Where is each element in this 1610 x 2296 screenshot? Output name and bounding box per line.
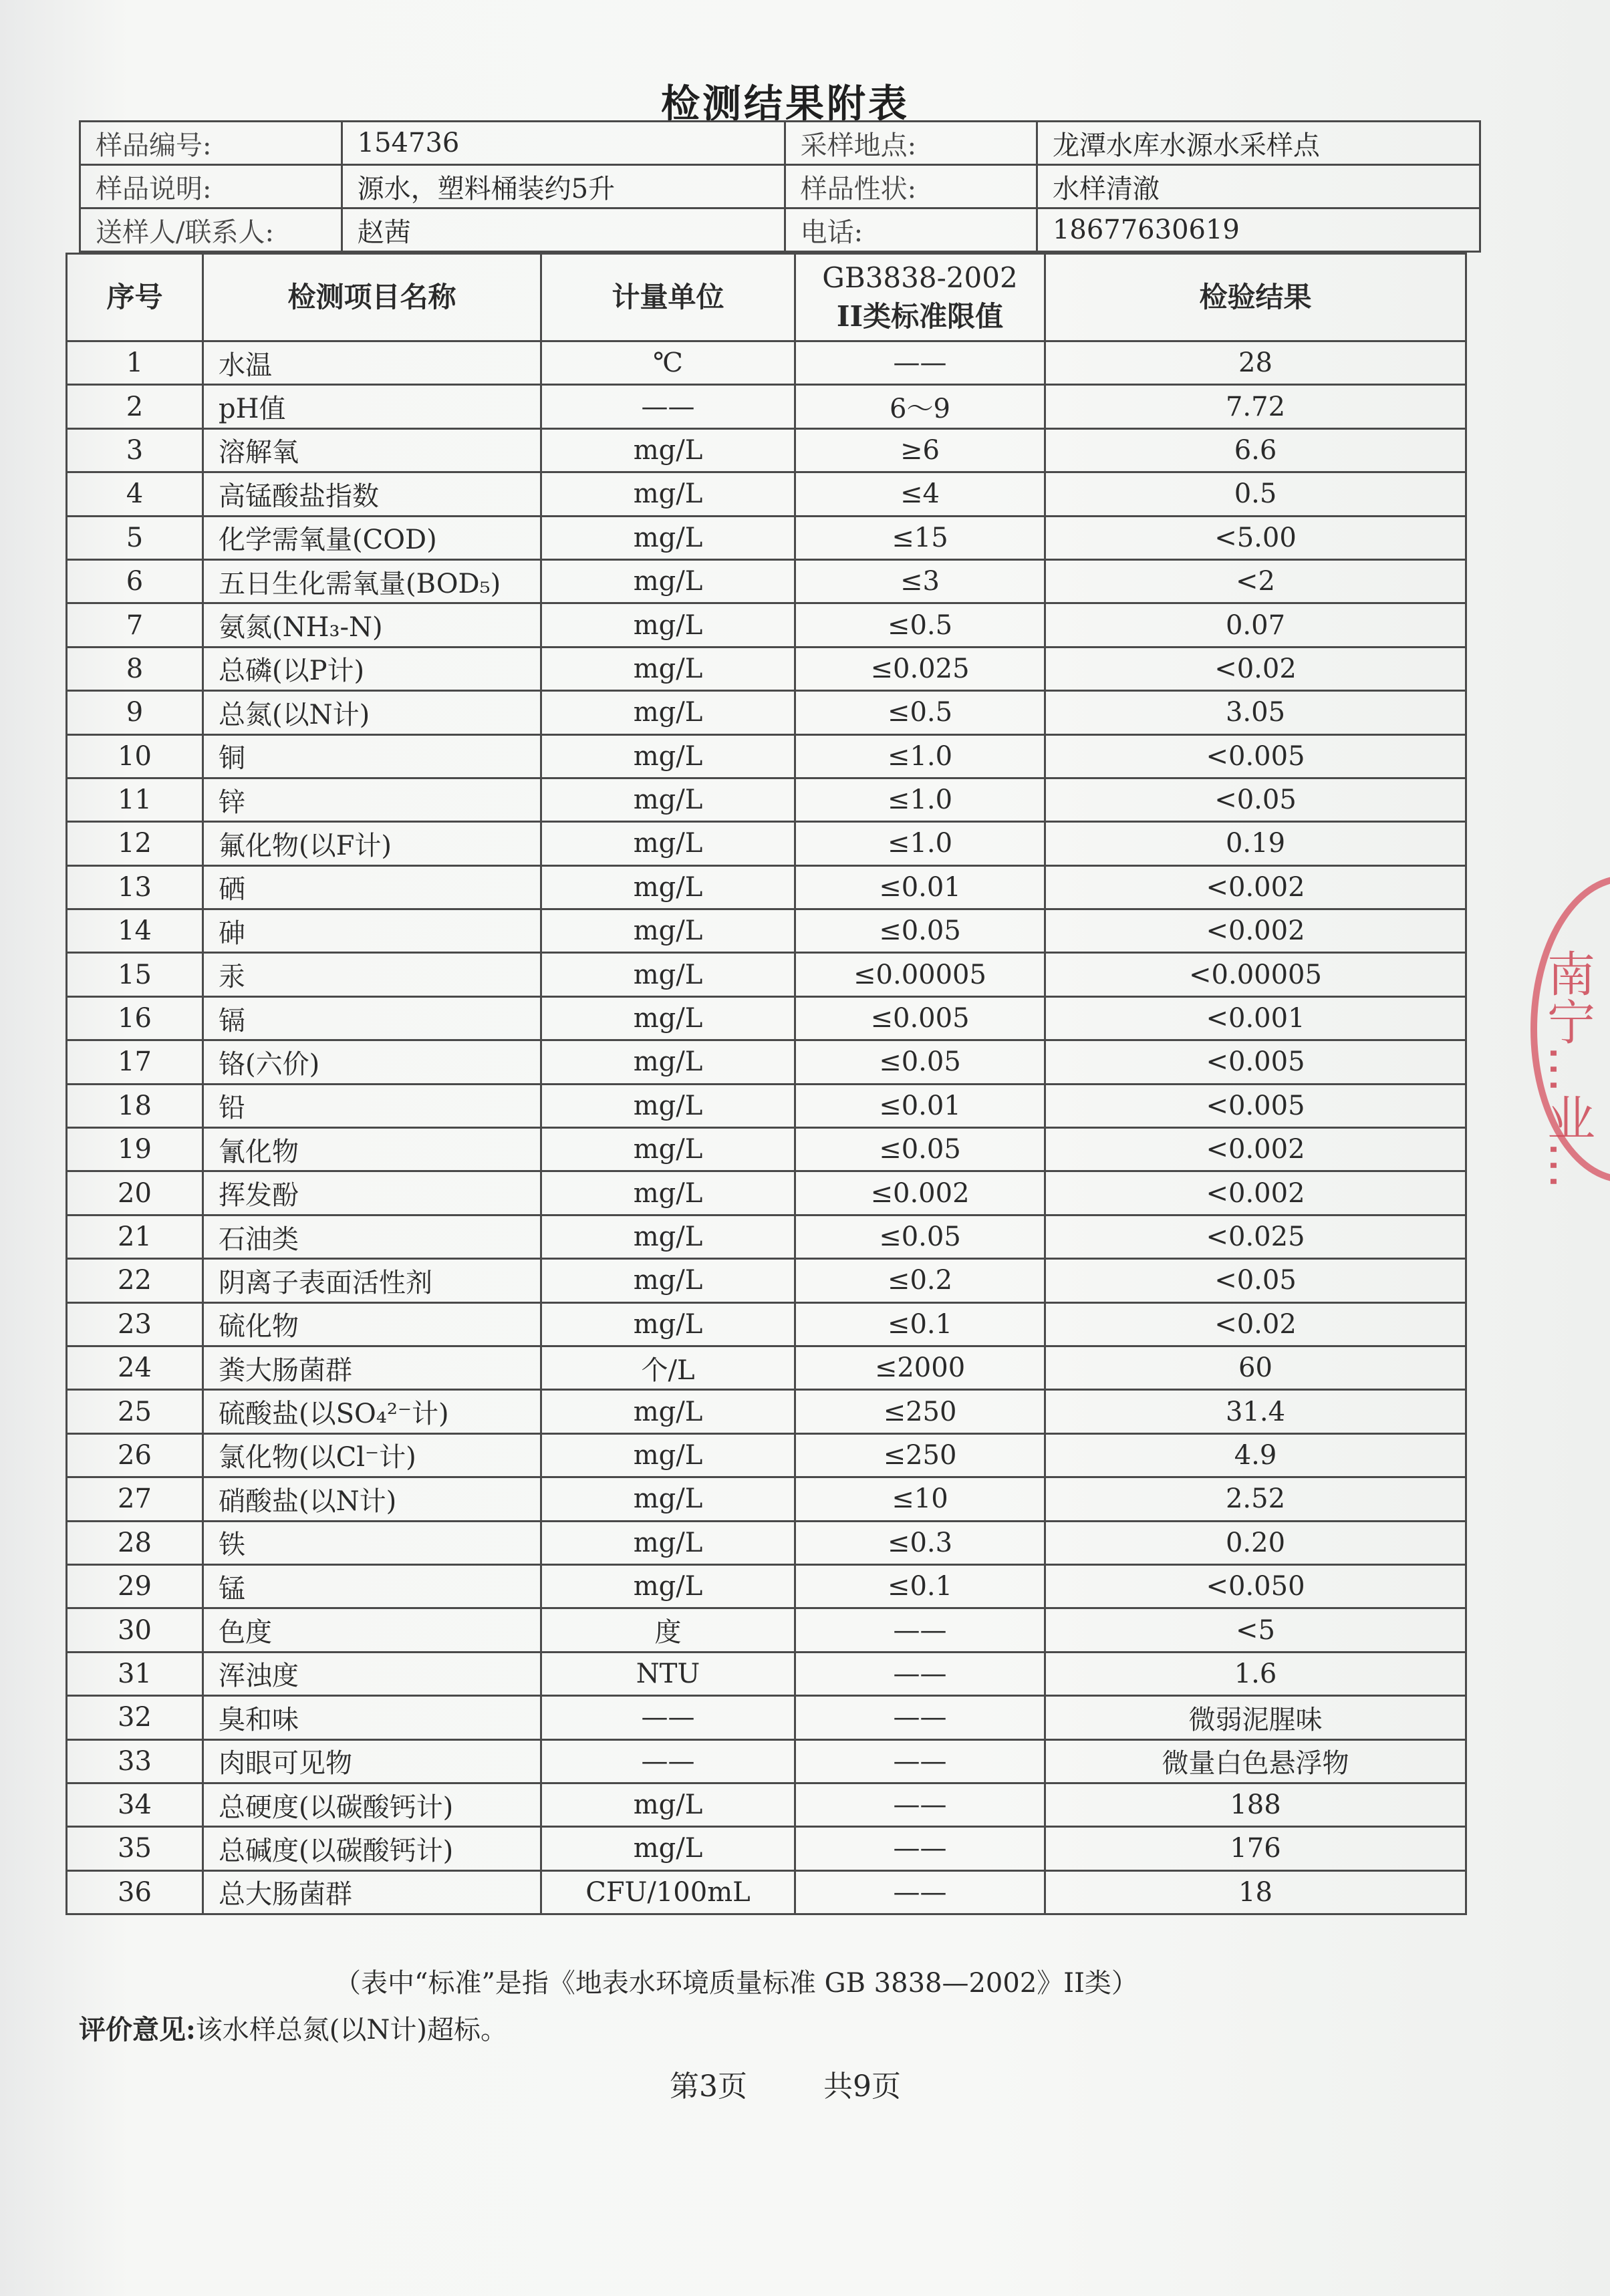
row-unit: mg/L [541,1783,795,1826]
table-row [67,1128,1466,1171]
row-result: 3.05 [1045,691,1466,734]
row-result: <0.001 [1045,996,1466,1040]
row-no: 24 [67,1346,203,1389]
row-unit: mg/L [541,472,795,516]
table-row [67,1783,1466,1826]
row-unit: mg/L [541,953,795,996]
row-standard: ≤1.0 [795,822,1045,865]
row-no: 6 [67,559,203,603]
sample-info-row [80,165,1480,208]
row-no: 29 [67,1564,203,1608]
phone-value: 18677630619 [1037,208,1480,252]
sample-no-value: 154736 [342,122,785,165]
row-unit: 个/L [541,1346,795,1389]
row-name: 硫化物 [203,1302,541,1346]
row-unit: mg/L [541,691,795,734]
row-result: <0.002 [1045,1171,1466,1215]
table-row [67,1870,1466,1914]
row-no: 10 [67,734,203,778]
row-standard: —— [795,341,1045,385]
row-result: <0.005 [1045,1040,1466,1084]
table-row [67,603,1466,647]
row-standard: ≤0.1 [795,1302,1045,1346]
row-standard: —— [795,1652,1045,1695]
row-unit: mg/L [541,1827,795,1870]
table-row [67,1171,1466,1215]
col-header-unit: 计量单位 [541,254,795,341]
row-no: 14 [67,909,203,953]
row-no: 25 [67,1390,203,1433]
row-standard: —— [795,1696,1045,1739]
row-no: 19 [67,1128,203,1171]
row-no: 20 [67,1171,203,1215]
table-row [67,734,1466,778]
row-standard: ≤15 [795,516,1045,559]
row-name: 汞 [203,953,541,996]
row-result: 0.19 [1045,822,1466,865]
row-no: 35 [67,1827,203,1870]
table-row [67,559,1466,603]
row-result: <5 [1045,1608,1466,1652]
sample-state-label: 样品性状: [785,165,1037,208]
row-result: <0.00005 [1045,953,1466,996]
row-result: 6.6 [1045,428,1466,472]
table-row [67,647,1466,690]
row-result: 4.9 [1045,1433,1466,1477]
row-standard: —— [795,1870,1045,1914]
row-no: 31 [67,1652,203,1695]
row-standard: ≤4 [795,472,1045,516]
row-result: 微量白色悬浮物 [1045,1739,1466,1783]
table-row [67,1477,1466,1521]
col-header-standard [795,254,1045,341]
sender-label: 送样人/联系人: [80,208,342,252]
row-result: <0.05 [1045,778,1466,821]
row-result: 188 [1045,1783,1466,1826]
row-no: 26 [67,1433,203,1477]
opinion-text: 该水样总氮(以N计)超标。 [195,2015,507,2045]
row-unit: 度 [541,1608,795,1652]
opinion-label: 评价意见: [79,2014,196,2045]
row-unit: mg/L [541,996,795,1040]
row-unit: mg/L [541,1084,795,1127]
row-standard: ≤0.05 [795,909,1045,953]
row-no: 33 [67,1739,203,1783]
row-result: <0.002 [1045,1128,1466,1171]
row-name: 水温 [203,341,541,385]
row-unit: mg/L [541,428,795,472]
col-header-name: 检测项目名称 [203,254,541,341]
row-no: 2 [67,385,203,428]
official-seal-text: 南宁…业… [1539,949,1595,1189]
table-row [67,516,1466,559]
sample-state-value: 水样清澈 [1037,165,1480,208]
row-result: <0.05 [1045,1259,1466,1302]
sample-desc-value: 源水，塑料桶装约5升 [342,165,785,208]
row-result: 2.52 [1045,1477,1466,1521]
row-result: 1.6 [1045,1652,1466,1695]
row-name: 硒 [203,865,541,909]
row-standard: —— [795,1739,1045,1783]
location-value: 龙潭水库水源水采样点 [1037,122,1480,165]
row-standard: ≤0.05 [795,1128,1045,1171]
row-standard: ≤0.05 [795,1040,1045,1084]
row-unit: mg/L [541,1521,795,1564]
table-footnote: （表中“标准”是指《地表水环境质量标准 GB 3838—2002》II类） [334,1968,1138,1999]
row-standard: ≥6 [795,428,1045,472]
row-standard: ≤0.002 [795,1171,1045,1215]
row-no: 5 [67,516,203,559]
row-standard: ≤1.0 [795,734,1045,778]
row-unit: mg/L [541,734,795,778]
row-result: 60 [1045,1346,1466,1389]
row-result: <0.002 [1045,909,1466,953]
page-total: 共9页 [823,2069,901,2104]
row-no: 34 [67,1783,203,1826]
results-header-row [67,254,1466,341]
row-unit: mg/L [541,1215,795,1258]
row-unit: mg/L [541,1040,795,1084]
col-header-result: 检验结果 [1045,254,1466,341]
row-no: 36 [67,1870,203,1914]
table-row [67,1827,1466,1870]
row-standard: ≤0.025 [795,647,1045,690]
row-unit: mg/L [541,647,795,690]
table-row [67,1040,1466,1084]
row-name: 铬(六价) [203,1040,541,1084]
row-name: 铅 [203,1084,541,1127]
row-result: 18 [1045,1870,1466,1914]
row-no: 27 [67,1477,203,1521]
row-standard: —— [795,1783,1045,1826]
row-no: 13 [67,865,203,909]
row-name: 镉 [203,996,541,1040]
row-result: 0.20 [1045,1521,1466,1564]
table-row [67,1215,1466,1258]
row-result: <0.050 [1045,1564,1466,1608]
row-no: 28 [67,1521,203,1564]
table-row [67,1084,1466,1127]
row-name: 浑浊度 [203,1652,541,1695]
row-unit: mg/L [541,778,795,821]
row-name: 挥发酚 [203,1171,541,1215]
row-standard: ≤0.005 [795,996,1045,1040]
evaluation-opinion [79,2009,507,2047]
row-standard: ≤2000 [795,1346,1045,1389]
row-result: 176 [1045,1827,1466,1870]
row-no: 4 [67,472,203,516]
row-no: 21 [67,1215,203,1258]
row-name: 臭和味 [203,1696,541,1739]
row-no: 22 [67,1259,203,1302]
row-unit: mg/L [541,1564,795,1608]
row-no: 23 [67,1302,203,1346]
row-result: 28 [1045,341,1466,385]
row-standard: —— [795,1608,1045,1652]
row-no: 7 [67,603,203,647]
table-row [67,1390,1466,1433]
row-no: 15 [67,953,203,996]
row-standard: ≤1.0 [795,778,1045,821]
row-unit: —— [541,1696,795,1739]
page-footer [0,2062,1571,2105]
row-standard: —— [795,1827,1045,1870]
table-row [67,822,1466,865]
table-row [67,1433,1466,1477]
row-no: 30 [67,1608,203,1652]
row-no: 11 [67,778,203,821]
row-unit: mg/L [541,865,795,909]
table-row [67,909,1466,953]
row-name: 锌 [203,778,541,821]
table-row [67,1564,1466,1608]
row-standard: ≤10 [795,1477,1045,1521]
row-no: 16 [67,996,203,1040]
row-no: 32 [67,1696,203,1739]
row-unit: mg/L [541,1390,795,1433]
table-row [67,778,1466,821]
row-name: 氯化物(以Cl⁻计) [203,1433,541,1477]
row-name: 硫酸盐(以SO₄²⁻计) [203,1390,541,1433]
table-row [67,1521,1466,1564]
row-name: 总氮(以N计) [203,691,541,734]
sample-info-row [80,208,1480,252]
row-name: 硝酸盐(以N计) [203,1477,541,1521]
table-row [67,1652,1466,1695]
row-name: 高锰酸盐指数 [203,472,541,516]
row-result: <0.002 [1045,865,1466,909]
row-no: 3 [67,428,203,472]
row-name: 溶解氧 [203,428,541,472]
table-row [67,1346,1466,1389]
row-name: 色度 [203,1608,541,1652]
row-standard: ≤0.3 [795,1521,1045,1564]
row-standard: ≤0.05 [795,1215,1045,1258]
row-name: 总硬度(以碳酸钙计) [203,1783,541,1826]
row-unit: mg/L [541,603,795,647]
row-result: 0.07 [1045,603,1466,647]
table-row [67,428,1466,472]
row-name: 砷 [203,909,541,953]
row-unit: mg/L [541,909,795,953]
phone-label: 电话: [785,208,1037,252]
sample-desc-label: 样品说明: [80,165,342,208]
table-row [67,1259,1466,1302]
row-result: 微弱泥腥味 [1045,1696,1466,1739]
row-unit: mg/L [541,1171,795,1215]
results-body [67,341,1466,1914]
sender-value: 赵茜 [342,208,785,252]
row-no: 17 [67,1040,203,1084]
table-row [67,691,1466,734]
page-current: 第3页 [670,2069,747,2104]
row-name: 化学需氧量(COD) [203,516,541,559]
sample-info-table [79,120,1481,253]
row-standard: ≤250 [795,1433,1045,1477]
row-standard: ≤3 [795,559,1045,603]
row-unit: ℃ [541,341,795,385]
sample-info-row [80,122,1480,165]
row-unit: mg/L [541,822,795,865]
table-row [67,1608,1466,1652]
table-row [67,1302,1466,1346]
page-title: 检测结果附表 [660,81,910,126]
row-no: 18 [67,1084,203,1127]
row-no: 8 [67,647,203,690]
row-result: <0.025 [1045,1215,1466,1258]
row-unit: mg/L [541,516,795,559]
row-standard: ≤0.5 [795,603,1045,647]
row-name: 锰 [203,1564,541,1608]
row-result: 7.72 [1045,385,1466,428]
table-row [67,341,1466,385]
row-name: 总磷(以P计) [203,647,541,690]
row-unit: NTU [541,1652,795,1695]
row-result: 31.4 [1045,1390,1466,1433]
row-name: 氰化物 [203,1128,541,1171]
row-unit: mg/L [541,1433,795,1477]
row-unit: —— [541,385,795,428]
col-header-no: 序号 [67,254,203,341]
location-label: 采样地点: [785,122,1037,165]
row-unit: mg/L [541,1477,795,1521]
row-standard: ≤0.2 [795,1259,1045,1302]
row-name: 氨氮(NH₃-N) [203,603,541,647]
row-no: 9 [67,691,203,734]
row-no: 1 [67,341,203,385]
table-row [67,1696,1466,1739]
row-name: 石油类 [203,1215,541,1258]
row-result: <0.005 [1045,734,1466,778]
table-row [67,996,1466,1040]
row-result: 0.5 [1045,472,1466,516]
col-header-standard-line2: II类标准限值 [836,300,1004,333]
row-result: <5.00 [1045,516,1466,559]
row-unit: mg/L [541,559,795,603]
row-unit: —— [541,1739,795,1783]
table-row [67,385,1466,428]
row-name: 铁 [203,1521,541,1564]
table-row [67,472,1466,516]
row-unit: CFU/100mL [541,1870,795,1914]
row-unit: mg/L [541,1259,795,1302]
row-standard: ≤0.1 [795,1564,1045,1608]
row-name: 肉眼可见物 [203,1739,541,1783]
row-result: <0.005 [1045,1084,1466,1127]
row-name: 粪大肠菌群 [203,1346,541,1389]
results-table [65,253,1467,1915]
col-header-standard-line1: GB3838-2002 [822,261,1018,294]
row-standard: ≤0.01 [795,865,1045,909]
row-name: 氟化物(以F计) [203,822,541,865]
row-standard: ≤0.01 [795,1084,1045,1127]
row-result: <2 [1045,559,1466,603]
sample-no-label: 样品编号: [80,122,342,165]
row-unit: mg/L [541,1302,795,1346]
row-standard: ≤0.5 [795,691,1045,734]
row-standard: ≤0.00005 [795,953,1045,996]
row-name: 五日生化需氧量(BOD₅) [203,559,541,603]
table-row [67,1739,1466,1783]
row-result: <0.02 [1045,647,1466,690]
table-row [67,953,1466,996]
row-standard: 6～9 [795,385,1045,428]
row-standard: ≤250 [795,1390,1045,1433]
row-no: 12 [67,822,203,865]
table-row [67,865,1466,909]
row-name: 总碱度(以碳酸钙计) [203,1827,541,1870]
row-unit: mg/L [541,1128,795,1171]
row-name: 铜 [203,734,541,778]
row-result: <0.02 [1045,1302,1466,1346]
row-name: pH值 [203,385,541,428]
row-name: 总大肠菌群 [203,1870,541,1914]
row-name: 阴离子表面活性剂 [203,1259,541,1302]
